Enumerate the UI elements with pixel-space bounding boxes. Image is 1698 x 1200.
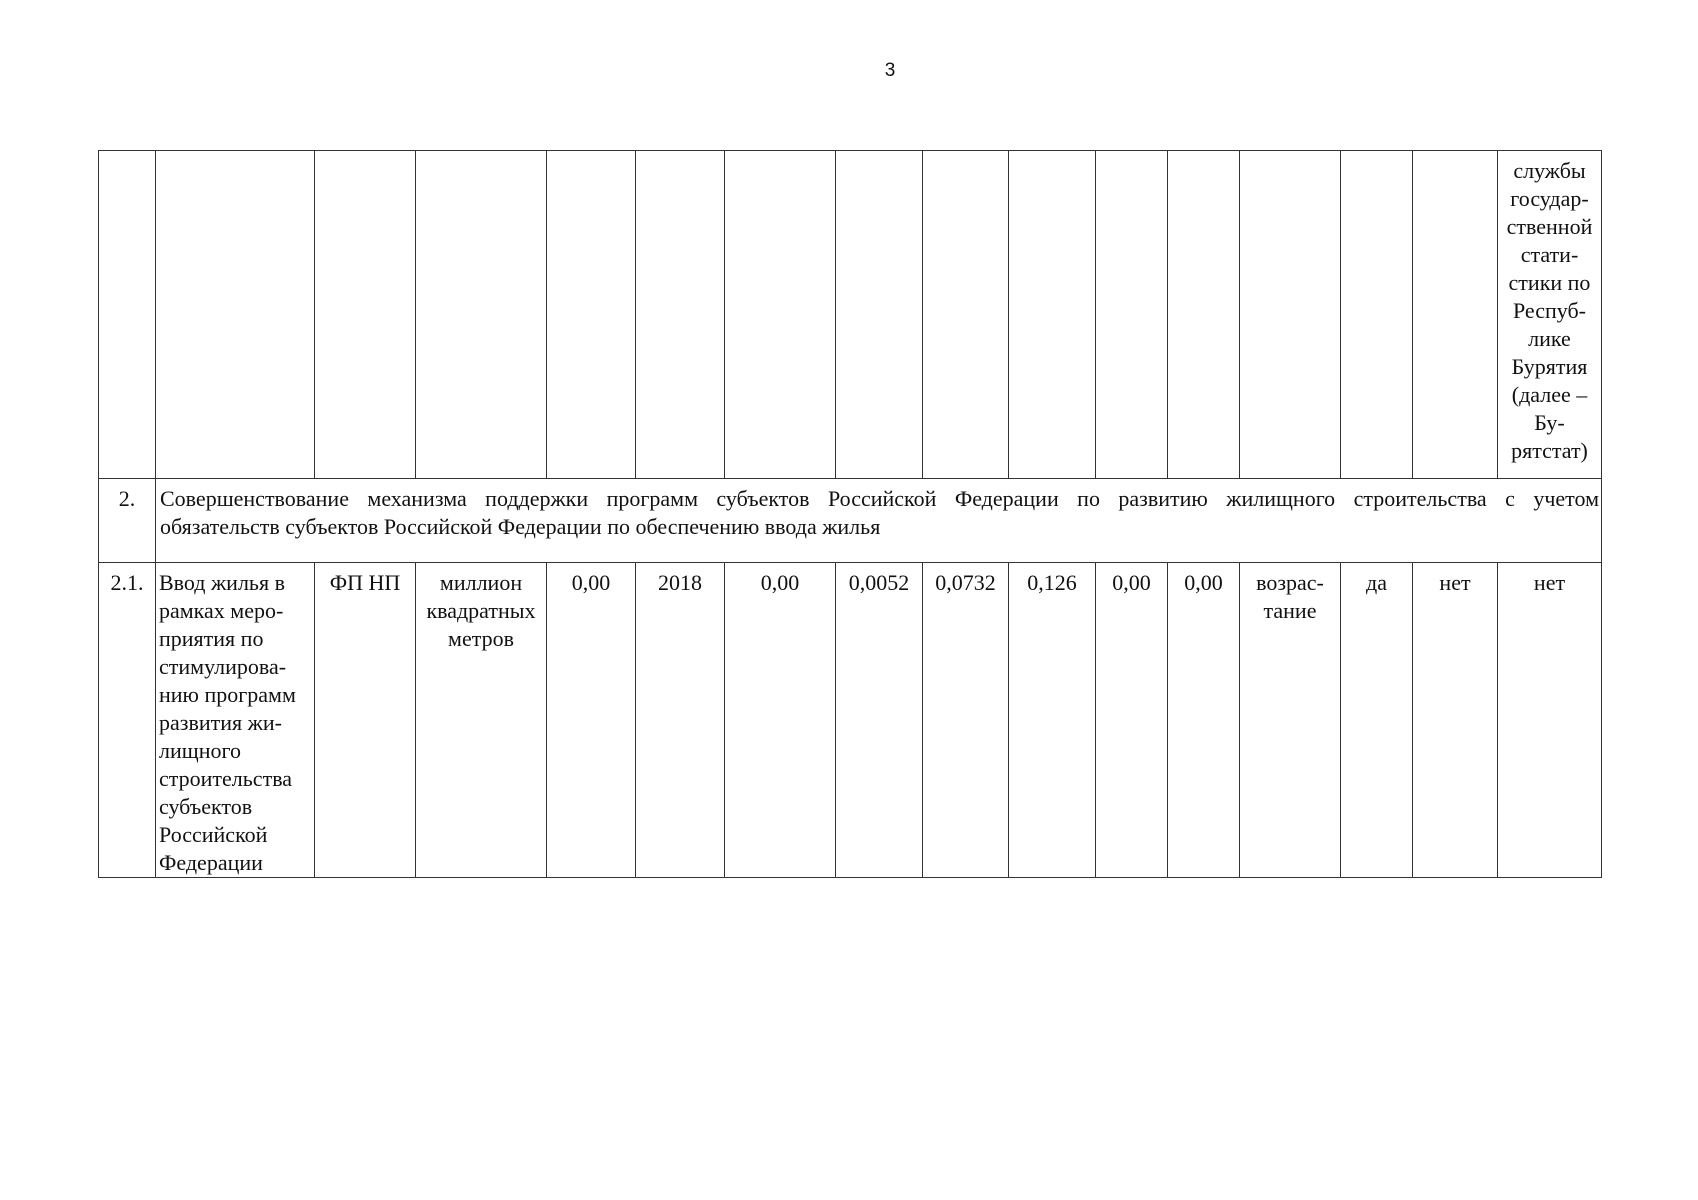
section-title (156, 479, 1602, 563)
table-cell (1341, 151, 1413, 479)
item-number: 2.1. (99, 563, 156, 878)
table-cell (315, 151, 416, 479)
flag-cell: да (1341, 563, 1413, 878)
table-cell (725, 151, 836, 479)
base-value: 0,00 (547, 563, 636, 878)
section-row (99, 479, 1602, 563)
table-cell (1240, 151, 1341, 479)
section-number: 2. (99, 479, 156, 563)
indicators-table (98, 150, 1602, 878)
table-row (99, 563, 1602, 878)
flag-cell: нет (1498, 563, 1602, 878)
table-cell (156, 151, 315, 479)
table-cell (547, 151, 636, 479)
value-cell: 0,126 (1009, 563, 1096, 878)
table-cell (99, 151, 156, 479)
table-cell (416, 151, 547, 479)
table-cell (1168, 151, 1240, 479)
table-cell (1413, 151, 1498, 479)
table-cell (1009, 151, 1096, 479)
value-cell: 0,0732 (923, 563, 1009, 878)
table-cell (923, 151, 1009, 479)
value-cell: 0,0052 (836, 563, 923, 878)
value-cell: 0,00 (1168, 563, 1240, 878)
table-cell (1096, 151, 1168, 479)
indicator-level: ФП НП (315, 563, 416, 878)
table-cell (836, 151, 923, 479)
value-cell: 0,00 (725, 563, 836, 878)
continuation-row (99, 151, 1602, 479)
trend-cell: возрас- тание (1240, 563, 1341, 878)
indicator-name: Ввод жилья в рамках меро- приятия по стимулирова- нию программ развития жи- лищного строительства субъектов Российской Федерации (156, 563, 315, 878)
section-title-line-1: Совершенствование механизма поддержки программ субъектов Российской Федерации по развитию жилищного строительства с учетом (160, 486, 1599, 511)
data-source-cell: службы государ- ственной стати- стики по Респуб- лике Бурятия (далее – Бу- рятстат) (1498, 151, 1602, 479)
unit-of-measure: миллион квадратных метров (416, 563, 547, 878)
page-number: 3 (884, 60, 896, 81)
section-title-line-2: обязательств субъектов Российской Федерации по обеспечению ввода жилья (160, 514, 881, 539)
base-year: 2018 (636, 563, 725, 878)
value-cell: 0,00 (1096, 563, 1168, 878)
flag-cell: нет (1413, 563, 1498, 878)
table-cell (636, 151, 725, 479)
